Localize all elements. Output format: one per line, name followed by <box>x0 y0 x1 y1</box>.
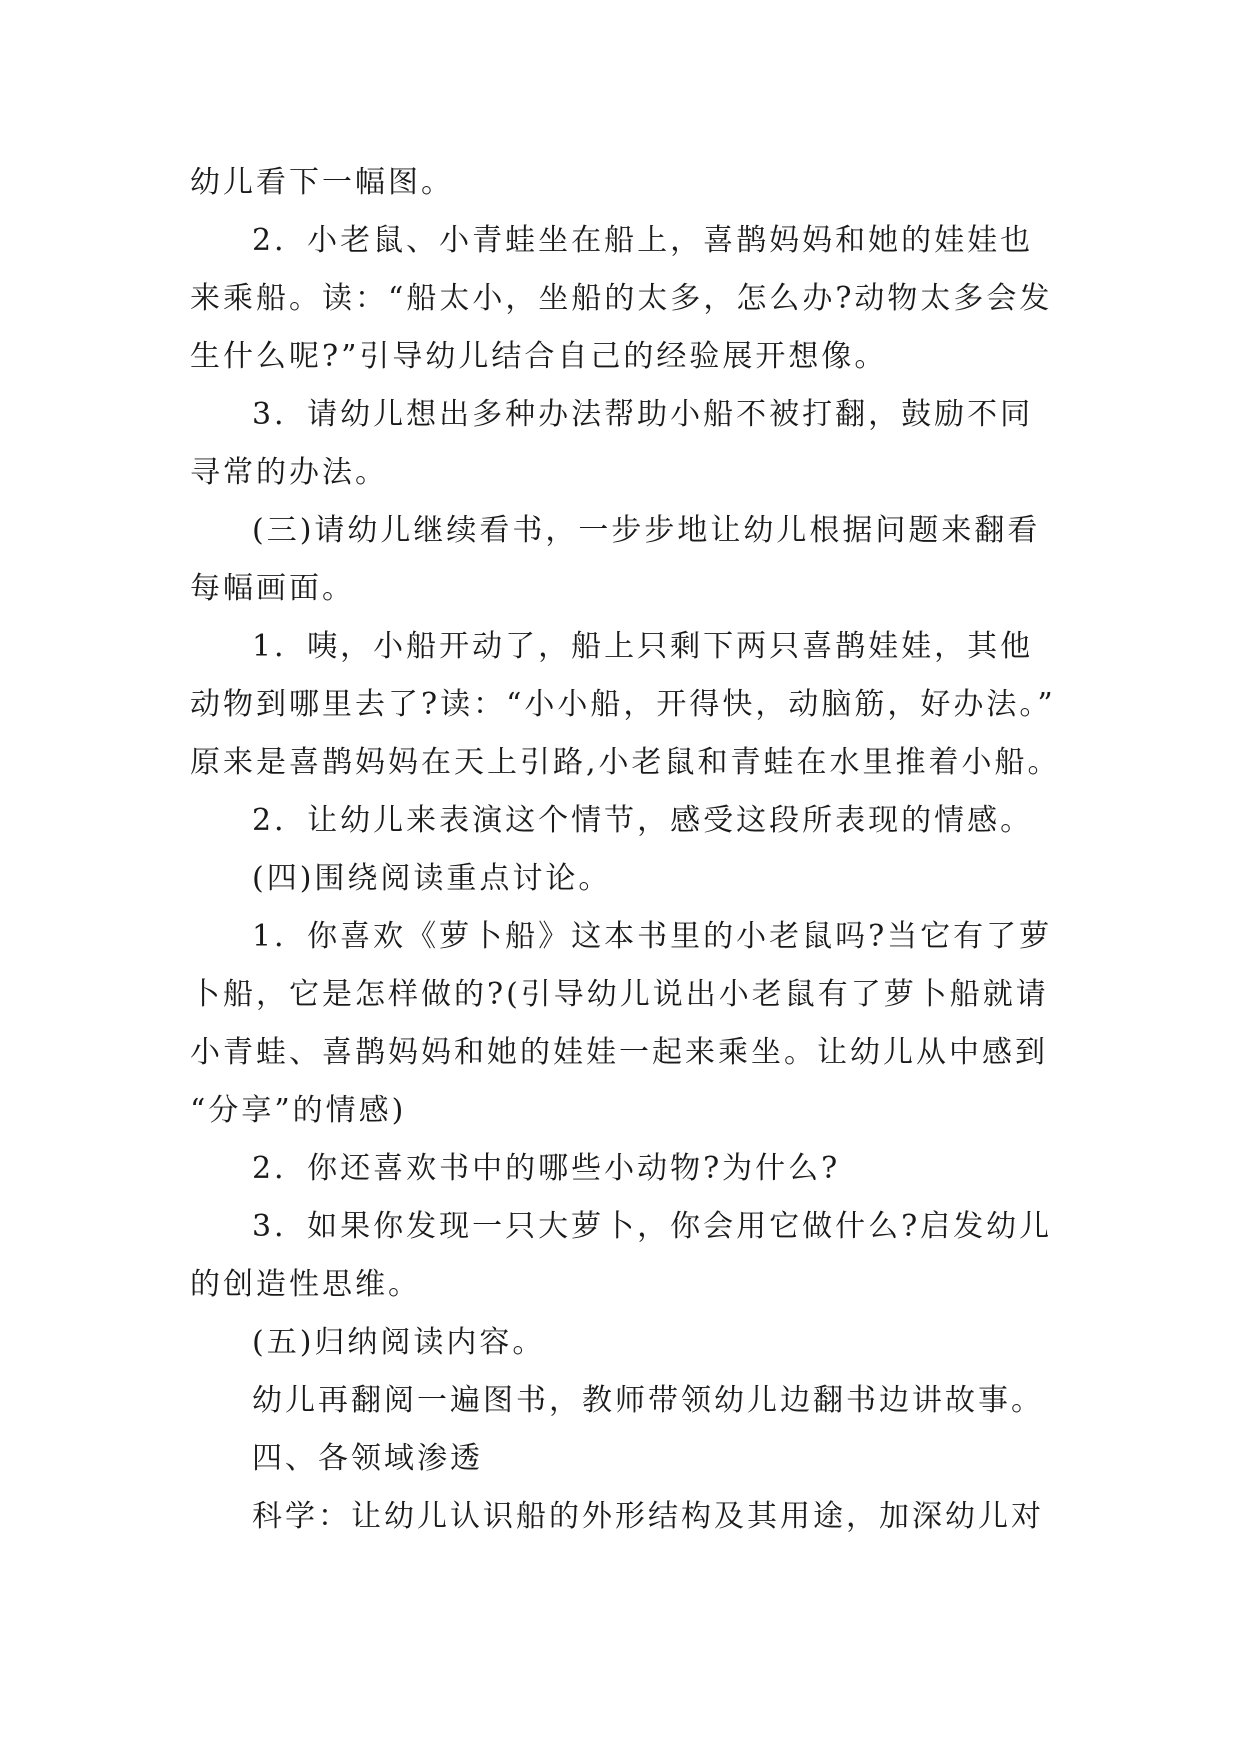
section-heading: (四)围绕阅读重点讨论。 <box>252 861 612 896</box>
text-line: 3．请幼儿想出多种办法帮助小船不被打翻，鼓励不同 <box>252 397 1034 432</box>
text-line: 科学：让幼儿认识船的外形结构及其用途，加深幼儿对 <box>252 1499 1044 1534</box>
text-line: 2．小老鼠、小青蛙坐在船上，喜鹊妈妈和她的娃娃也 <box>252 223 1034 258</box>
text-line: 寻常的办法。 <box>190 455 388 490</box>
section-heading: 四、各领域渗透 <box>252 1441 483 1476</box>
text-line: 来乘船。读：“船太小，坐船的太多，怎么办?动物太多会发 <box>190 281 1053 316</box>
text-line: 的创造性思维。 <box>190 1267 421 1302</box>
text-line: “分享”的情感) <box>190 1093 407 1128</box>
text-line: 幼儿再翻阅一遍图书，教师带领幼儿边翻书边讲故事。 <box>252 1383 1044 1418</box>
text-line: 小青蛙、喜鹊妈妈和她的娃娃一起来乘坐。让幼儿从中感到 <box>190 1035 1048 1070</box>
text-line: 1．咦，小船开动了，船上只剩下两只喜鹊娃娃，其他 <box>252 629 1034 664</box>
text-line: 幼儿看下一幅图。 <box>190 165 454 200</box>
text-line: 卜船，它是怎样做的?(引导幼儿说出小老鼠有了萝卜船就请 <box>190 977 1049 1012</box>
text-line: 原来是喜鹊妈妈在天上引路,小老鼠和青蛙在水里推着小船。 <box>190 745 1061 780</box>
text-line: 动物到哪里去了?读：“小小船，开得快，动脑筋，好办法。” <box>190 687 1056 722</box>
text-line: 生什么呢?”引导幼儿结合自己的经验展开想像。 <box>190 339 888 374</box>
text-line: 2．让幼儿来表演这个情节，感受这段所表现的情感。 <box>252 803 1034 838</box>
text-line: 1．你喜欢《萝卜船》这本书里的小老鼠吗?当它有了萝 <box>252 919 1053 954</box>
text-line: 每幅画面。 <box>190 571 355 606</box>
section-heading: (五)归纳阅读内容。 <box>252 1325 546 1360</box>
text-line: 2．你还喜欢书中的哪些小动物?为什么? <box>252 1151 841 1186</box>
section-heading: (三)请幼儿继续看书，一步步地让幼儿根据问题来翻看 <box>252 513 1041 548</box>
text-line: 3．如果你发现一只大萝卜，你会用它做什么?启发幼儿 <box>252 1209 1053 1244</box>
